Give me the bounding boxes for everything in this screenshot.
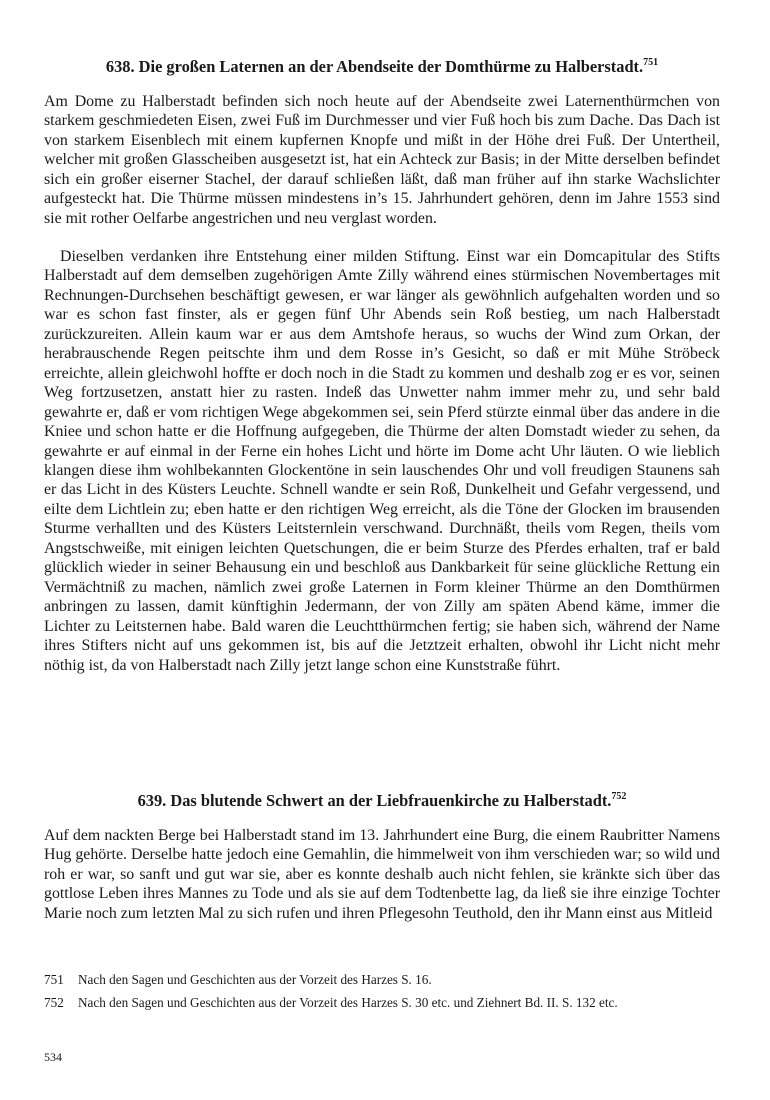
footnote-number: 752 [44, 995, 64, 1010]
paragraph-638-2: Dieselben verdanken ihre Entstehung einer milden Stiftung. Einst war ein Domcapitular des Stifts Halberstadt auf dem demselben zugehörigen Amte Zilly während eines stürmischen Novembertages mit Rechnungen-Durchsehen beschäftigt gewesen, er war länger als gewöhnlich aufgehalten worden und so war es schon fast finster, als er gegen fünf Uhr Abends sein Roß bestieg, um nach Halberstadt zurückzureiten. Allein kaum war er aus dem Amtshofe heraus, so wuchs der Wind zum Orkan, der herabrauschende Regen peitschte ihm und dem Rosse in’s Gesicht, so daß er mit Mühe Ströbeck erreichte, allein gleichwohl hoffte er doch noch in die Stadt zu kommen und deshalb zog er es vor, seinen Weg fortzusetzen, anstatt hier zu rasten. Indeß das Unwetter nahm immer mehr zu, und sehr bald gewahrte er, daß er vom richtigen Wege abgekommen sei, sein Pferd stürzte einmal über das andere in die Kniee und schon hatte er die Hoffnung aufgegeben, die Thürme der alten Domstadt wieder zu sehen, da gewahrte er auf einmal in der Ferne ein hohes Licht und hörte im Dome acht Uhr läuten. O wie lieblich klangen diese ihm wohlbekannten Glockentöne in sein lauschendes Ohr und voll freudigen Staunens sah er das Licht in des Küsters Leuchte. Schnell wandte er sein Roß, Dunkelheit und Gefahr vergessend, und eilte dem Lichtlein zu; eben hatte er den richtigen Weg erreicht, als die Töne der Glocken im brausenden Sturme verhallten und des Küsters Leitsternlein verschwand. Durchnäßt, theils vom Regen, theils vom Angstschweiße, mit einigen leichten Quetschungen, die er beim Sturze des Pferdes erhalten, traf er bald glücklich wieder in seiner Behausung ein und beschloß aus Dankbarkeit für seine glückliche Rettung ein Vermächtniß zu machen, nämlich zwei große Laternen in Form kleiner Thürme an den Domthürmen anbringen zu lassen, damit künftighin Jedermann, der von Zilly am späten Abend käme, immer die Lichter zu Leitsternen habe. Bald waren die Leuchtthürmchen fertig; sie haben sich, während der Name ihres Stifters nicht auf uns gekommen ist, bis auf die Jetztzeit erhalten, obwohl ihr Licht nicht mehr nöthig ist, da von Halberstadt nach Zilly jetzt lange schon eine Kunststraße führt. [44, 248, 720, 674]
page-number: 534 [44, 1050, 62, 1064]
section-number: 639. [137, 791, 167, 810]
footnote-ref-752[interactable]: 752 [611, 791, 627, 802]
section-title: Die großen Laternen an der Abendseite der Domthürme zu Halberstadt. [138, 57, 644, 76]
section-heading-639 [44, 791, 720, 811]
footnote-text: Nach den Sagen und Geschichten aus der Vorzeit des Harzes S. 30 etc. und Ziehnert Bd. II. S. 132 etc. [78, 995, 618, 1010]
section-title: Das blutende Schwert an der Liebfrauenkirche zu Halberstadt. [170, 791, 612, 810]
footnote-ref-751[interactable]: 751 [643, 57, 659, 68]
footnote-752 [44, 993, 720, 1013]
section-number: 638. [105, 57, 135, 76]
footnote-text: Nach den Sagen und Geschichten aus der Vorzeit des Harzes S. 16. [78, 972, 432, 987]
paragraph-639-1: Auf dem nackten Berge bei Halberstadt stand im 13. Jahrhundert eine Burg, die einem Raubritter Namens Hug gehörte. Derselbe hatte jedoch eine Gemahlin, die himmelweit von ihm verschieden war; so wild und roh er war, so sanft und gut war sie, aber es konnte deshalb auch nicht fehlen, sie kränkte sich über das gottlose Leben ihres Mannes zu Tode und als sie auf dem Todtenbette lag, da ließ sie ihre einzige Tochter Marie noch zum letzten Mal zu sich rufen und ihren Pflegesohn Teuthold, den ihr Mann einst aus Mitleid [44, 827, 720, 922]
section-heading-638 [44, 57, 720, 77]
footnote-751 [44, 970, 720, 990]
footnote-number: 751 [44, 972, 64, 987]
paragraph-638-1: Am Dome zu Halberstadt befinden sich noch heute auf der Abendseite zwei Laternenthürmchen von starkem geschmiedeten Eisen, zwei Fuß im Durchmesser und vier Fuß hoch bis zum Dache. Das Dach ist von starkem Eisenblech mit einem kupfernen Knopfe und mißt in der Höhe drei Fuß. Der Untertheil, welcher mit großen Glasscheiben ausgesetzt ist, hat ein Achteck zur Basis; in der Mitte derselben befindet sich ein großer eiserner Stachel, der darauf schließen läßt, daß man früher auf ihn starke Wachslichter aufgesteckt hat. Die Thürme müssen mindestens in’s 15. Jahrhundert gehören, denn im Jahre 1553 sind sie mit rother Oelfarbe angestrichen und neu verglast worden. [44, 93, 720, 227]
